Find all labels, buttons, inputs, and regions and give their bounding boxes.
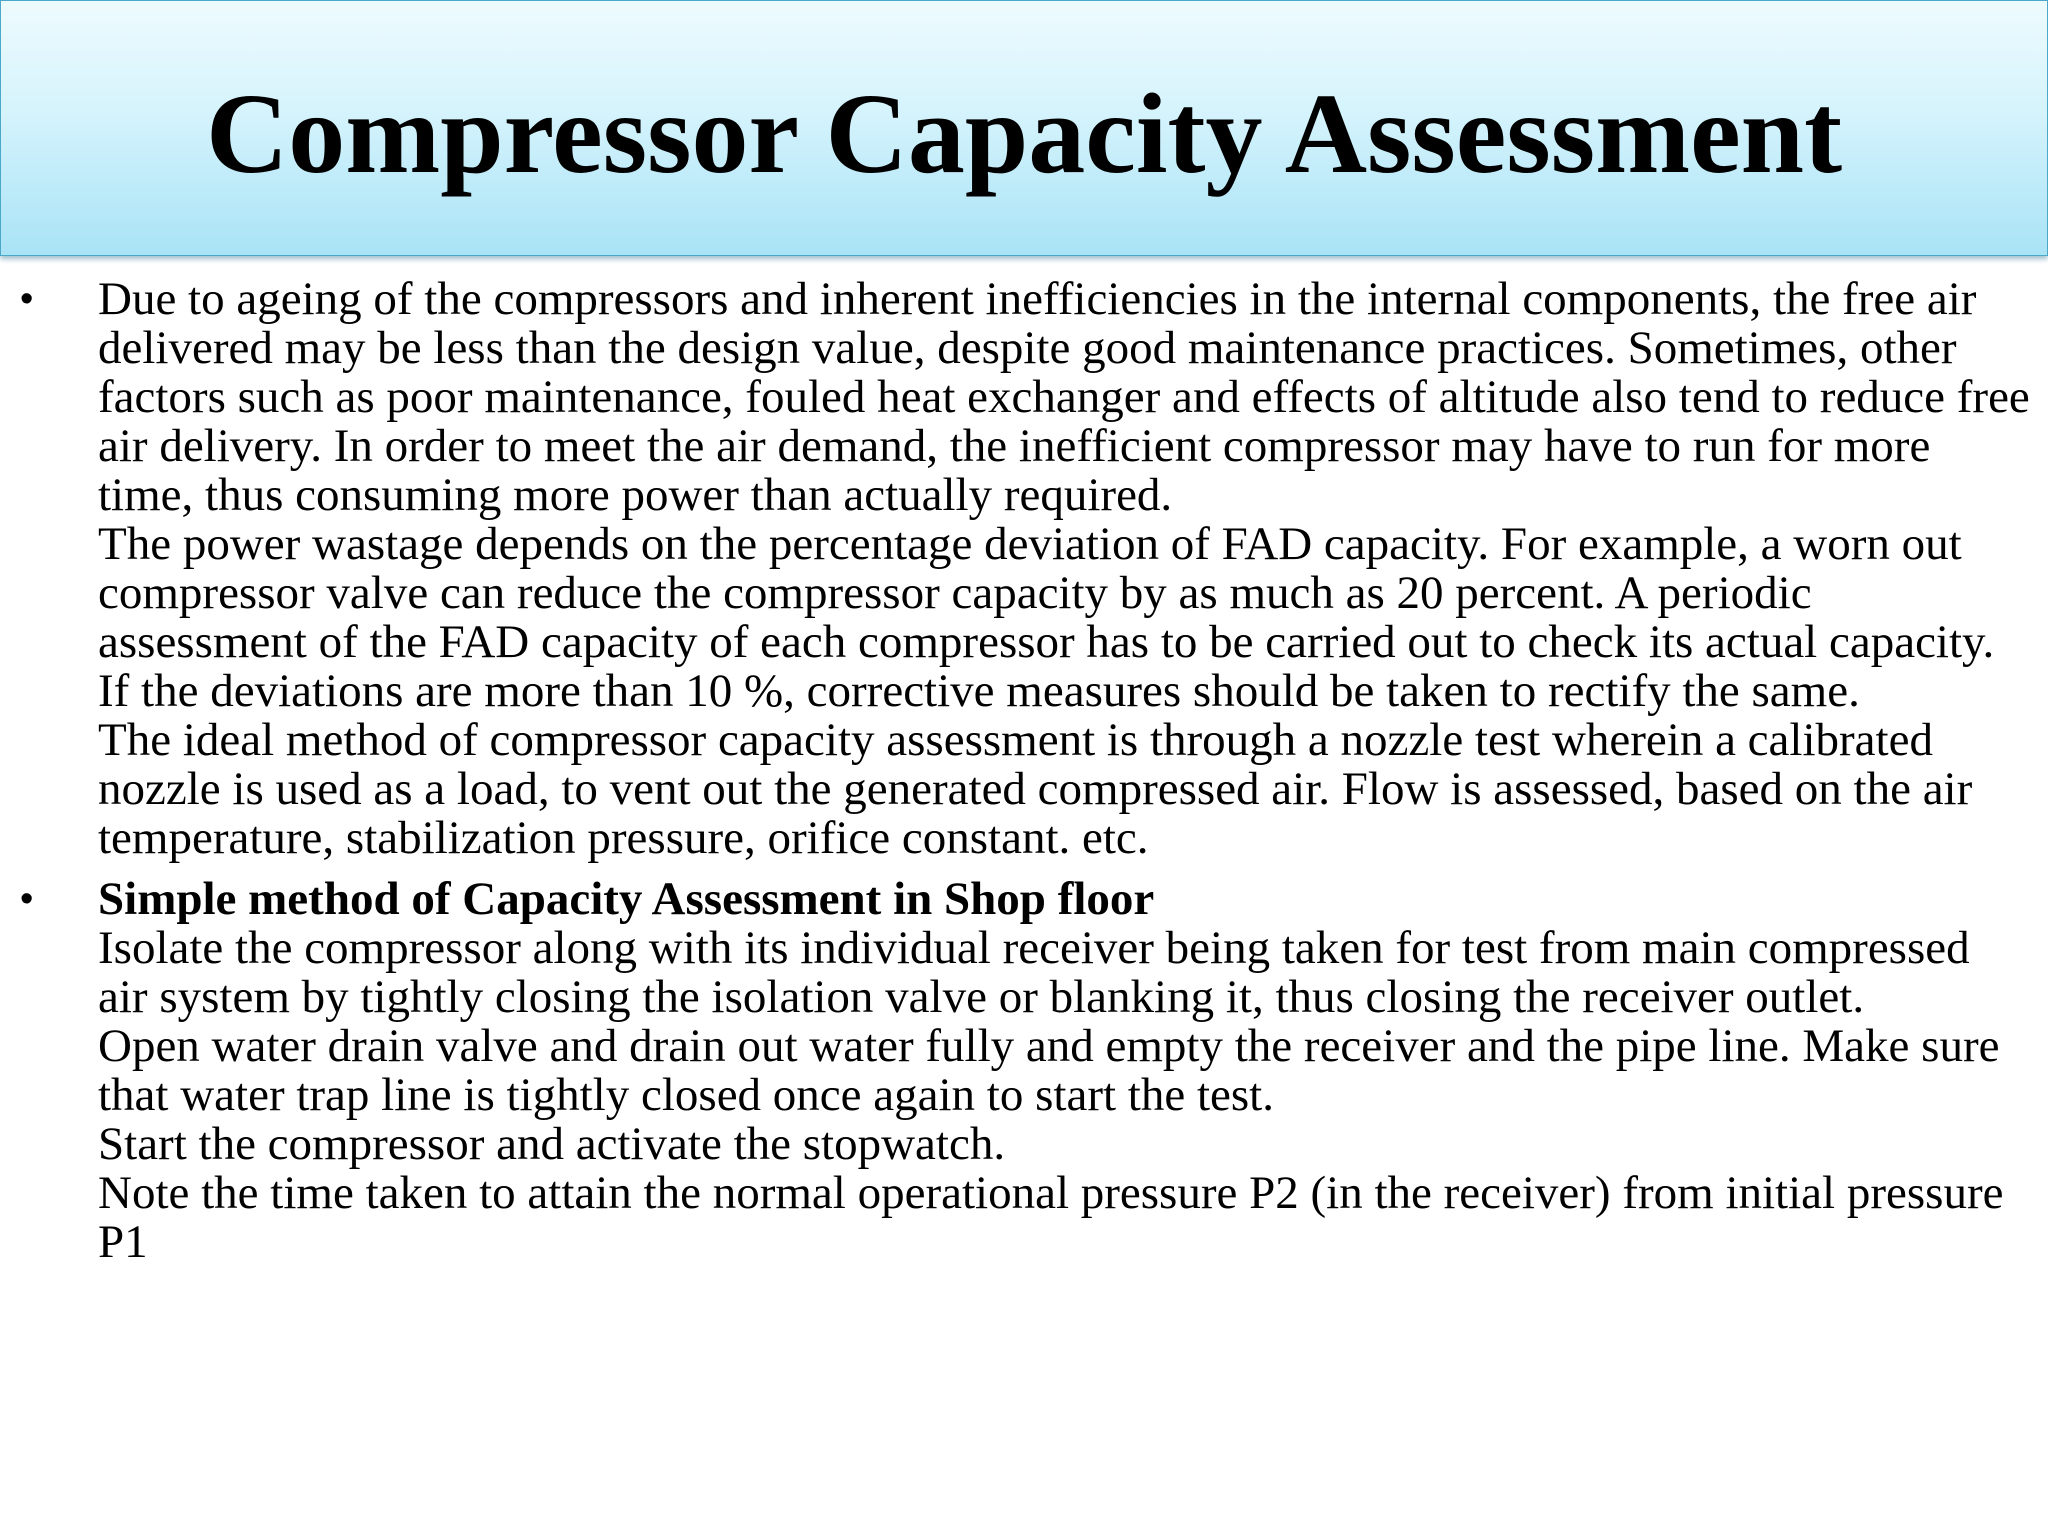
section-heading: Simple method of Capacity Assessment in Shop floor: [98, 873, 1155, 925]
paragraph: The ideal method of compressor capacity assessment is through a nozzle test wherein a calibrated nozzle is used as a load, to vent out the generated compressed air. Flow is assessed, based on the air temperature, stabilization pressure, orifice constant. etc.: [98, 714, 1973, 864]
slide-title: Compressor Capacity Assessment: [205, 70, 1843, 197]
slide-body: [20, 275, 2030, 1279]
paragraph: Isolate the compressor along with its individual receiver being taken for test from main compressed air system by tightly closing the isolation valve or blanking it, thus closing the receiver outlet.: [98, 922, 1970, 1023]
paragraph: Note the time taken to attain the normal operational pressure P2 (in the receiver) from initial pressure P1: [98, 1167, 2004, 1268]
paragraph: The power wastage depends on the percentage deviation of FAD capacity. For example, a worn out compressor valve can reduce the compressor capacity by as much as 20 percent. A periodic assessment of the FAD capacity of each compressor has to be carried out to check its actual capacity. If the deviations are more than 10 %, corrective measures should be taken to rectify the same.: [98, 518, 1995, 717]
bullet-point-icon: •: [20, 278, 34, 320]
paragraph: Due to ageing of the compressors and inherent inefficiencies in the internal components, the free air delivered may be less than the design value, despite good maintenance practices. Sometimes, other factors such as poor maintenance, fouled heat exchanger and effects of altitude also tend to reduce free air delivery. In order to meet the air demand, the inefficient compressor may have to run for more time, thus consuming more power than actually required.: [98, 273, 2030, 521]
bullet-point-icon: •: [20, 878, 34, 920]
paragraph: Open water drain valve and drain out water fully and empty the receiver and the pipe line. Make sure that water trap line is tightly closed once again to start the test.: [98, 1020, 2000, 1121]
bullet-item: [20, 875, 2030, 1267]
paragraph: Start the compressor and activate the stopwatch.: [98, 1118, 1006, 1170]
bullet-item: [20, 275, 2030, 863]
